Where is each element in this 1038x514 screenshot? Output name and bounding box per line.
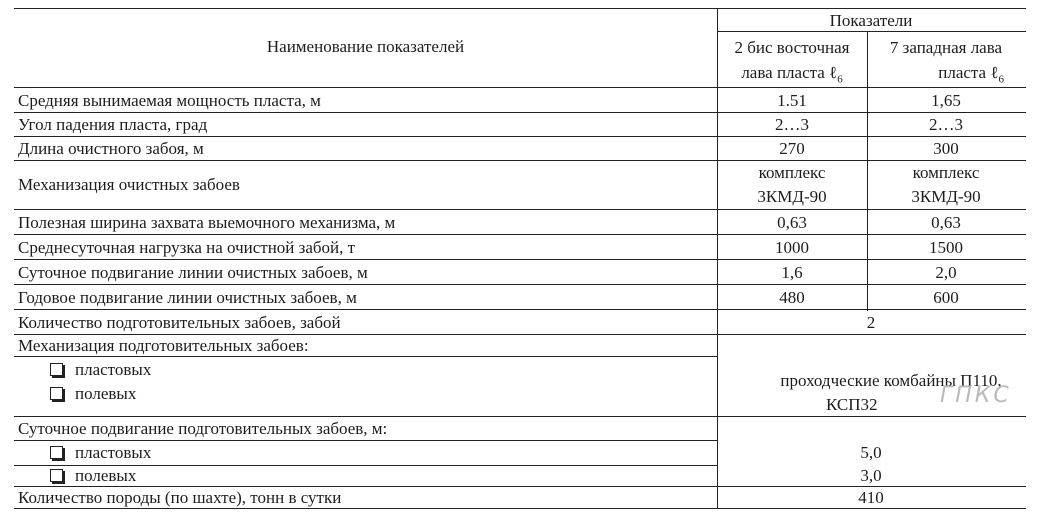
row-value-col2: 300 [933, 139, 959, 158]
row-value-merged-line2: КСП32 [826, 395, 878, 414]
row-value-col1: 2…3 [775, 115, 809, 134]
row-value-merged: 2 [866, 313, 876, 332]
row-name: Количество подготовительных забоев, забой [18, 313, 341, 332]
row-name: Суточное подвигание линии очистных забоев, м [18, 263, 368, 282]
row-divider [14, 309, 1026, 310]
header-col2-line2 [868, 61, 1004, 91]
row-value-col2: 1,65 [931, 91, 961, 110]
handwritten-note: ГПКС [940, 383, 1012, 408]
row-value-col1: 1,6 [781, 263, 803, 282]
row-name: Полезная ширина захвата выемочного механизма, м [18, 213, 396, 232]
row-value-col2: 2…3 [929, 115, 963, 134]
row-value-col2: 1500 [929, 238, 963, 257]
checkbox-bullet-icon [50, 469, 63, 482]
header-group: Показатели [829, 11, 913, 30]
list-item [50, 358, 151, 381]
header-name-column: Наименование показателей [266, 37, 465, 56]
header-col1-subscript: 6 [837, 73, 843, 86]
row-value-col1: 1000 [775, 238, 809, 257]
row-name: Механизация очистных забоев [18, 175, 240, 194]
row-value-col2: 0,63 [931, 213, 961, 232]
row-value-col2-line2: 3КМД-90 [911, 187, 981, 206]
indicators-table [14, 8, 1026, 508]
header-col2-text: пласта ℓ [938, 63, 999, 82]
row-name: пластовых [75, 360, 152, 379]
row-value-col1: 0,63 [777, 213, 807, 232]
row-name: пластовых [75, 443, 152, 462]
row-value-col1: 270 [779, 139, 805, 158]
row-name: Средняя вынимаемая мощность пласта, м [18, 91, 321, 110]
row-value-col1-line2: 3КМД-90 [757, 187, 827, 206]
checkbox-bullet-icon [50, 446, 63, 459]
header-col1-text: лава пласта ℓ [741, 63, 838, 82]
row-value-col1: 480 [779, 288, 805, 307]
list-item [50, 464, 136, 487]
row-value-col1: 1.51 [777, 91, 807, 110]
row-divider [14, 234, 1026, 235]
row-value-merged: 3,0 [860, 466, 882, 485]
row-name: Годовое подвигание линии очистных забоев, м [18, 288, 357, 307]
list-item [50, 382, 136, 405]
row-name: полевых [75, 384, 137, 403]
row-value-merged: 5,0 [860, 443, 882, 462]
header-col1-line2 [718, 61, 866, 91]
header-col1-line1: 2 бис восточная [734, 38, 850, 57]
row-section-title: Суточное подвигание подготовительных забоев, м: [18, 419, 388, 438]
row-name: полевых [75, 466, 137, 485]
row-value-merged: 410 [858, 488, 884, 507]
row-divider [14, 259, 1026, 260]
row-name: Длина очистного забоя, м [18, 139, 204, 158]
header-col2-subscript: 6 [998, 73, 1004, 86]
row-name: Угол падения пласта, град [18, 115, 208, 134]
row-value-col2: 600 [933, 288, 959, 307]
list-item [50, 441, 151, 464]
row-divider [14, 209, 1026, 210]
checkbox-bullet-icon [50, 363, 63, 376]
row-name: Среднесуточная нагрузка на очистной забой, т [18, 238, 356, 257]
checkbox-bullet-icon [50, 387, 63, 400]
row-value-col2: 2,0 [935, 263, 957, 282]
row-value-col2-line1: комплекс [912, 163, 980, 182]
row-value-col1-line1: комплекс [758, 163, 826, 182]
row-name: Количество породы (по шахте), тонн в сутки [18, 488, 342, 507]
row-divider [14, 284, 1026, 285]
row-value-merged-line1: проходческие комбайны П110, [780, 371, 1002, 390]
header-col2-line1: 7 западная лава [889, 38, 1003, 57]
row-section-title: Механизация подготовительных забоев: [18, 336, 309, 355]
